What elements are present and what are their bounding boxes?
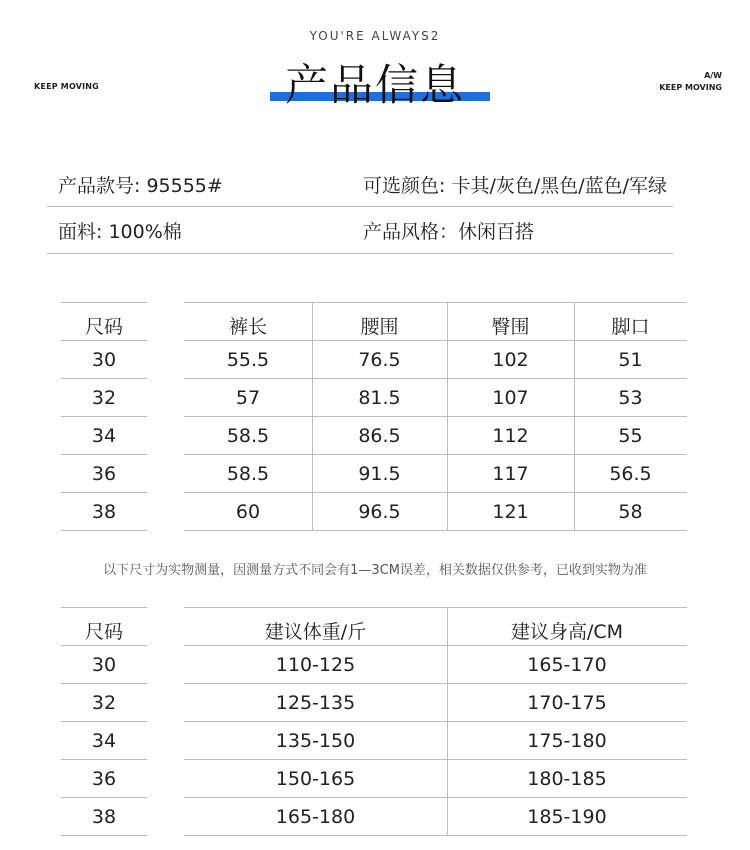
size-cell: 34 xyxy=(91,425,117,447)
table-row-rule xyxy=(184,759,687,760)
size-col-rule xyxy=(61,721,147,722)
size-col-rule xyxy=(61,492,147,493)
table-cell: 58.5 xyxy=(226,463,270,485)
size-col-rule xyxy=(61,683,147,684)
size-col-rule xyxy=(61,340,147,341)
size-cell: 36 xyxy=(91,463,117,485)
table-cell: 102 xyxy=(492,349,529,371)
table-cell: 125-135 xyxy=(275,692,356,714)
table-cell: 180-185 xyxy=(527,768,607,790)
table-cell: 96.5 xyxy=(358,501,401,523)
product-model: 产品款号: 95555# xyxy=(58,175,223,197)
measurement-note: 以下尺寸为实物测量，因测量方式不同会有1—3CM误差，相关数据仅供参考，已收到实物为准 xyxy=(103,563,647,578)
size-header: 尺码 xyxy=(84,621,123,643)
table-cell: 53 xyxy=(618,387,643,409)
table-cell: 58.5 xyxy=(226,425,270,447)
table-cell: 60 xyxy=(235,501,261,523)
column-header: 腰围 xyxy=(360,316,399,338)
table-row-rule xyxy=(184,607,687,608)
table-row-rule xyxy=(184,721,687,722)
header-kicker: YOU'RE ALWAYS2 xyxy=(309,29,441,43)
size-col-rule xyxy=(61,607,147,608)
info-divider-2 xyxy=(47,253,673,254)
table-cell: 76.5 xyxy=(358,349,401,371)
table-cell: 117 xyxy=(492,463,529,485)
table-cell: 135-150 xyxy=(275,730,356,752)
column-header: 脚口 xyxy=(611,316,650,338)
table-row-rule xyxy=(184,797,687,798)
info-divider-1 xyxy=(47,206,673,207)
size-col-rule xyxy=(61,378,147,379)
size-cell: 38 xyxy=(91,501,117,523)
table-cell: 58 xyxy=(618,501,643,523)
table-cell: 57 xyxy=(235,387,261,409)
keep-moving-left: KEEP MOVING xyxy=(34,82,99,91)
size-cell: 32 xyxy=(91,692,117,714)
column-header: 建议身高/CM xyxy=(510,621,624,643)
size-col-rule xyxy=(61,759,147,760)
table-cell: 110-125 xyxy=(275,654,356,676)
column-header: 裤长 xyxy=(228,316,267,338)
table-row-rule xyxy=(184,454,687,455)
product-style: 产品风格：休闲百搭 xyxy=(363,221,535,243)
table-row-rule xyxy=(184,530,687,531)
table-cell: 112 xyxy=(492,425,529,447)
product-colors: 可选颜色: 卡其/灰色/黑色/蓝色/军绿 xyxy=(363,175,668,197)
table-cell: 165-170 xyxy=(527,654,607,676)
table-cell: 165-180 xyxy=(275,806,356,828)
column-header: 臀围 xyxy=(491,316,530,338)
table-row-rule xyxy=(184,835,687,836)
size-cell: 36 xyxy=(91,768,117,790)
size-col-rule xyxy=(61,416,147,417)
aw-label: A/W xyxy=(704,71,722,80)
page-title: 产品信息 xyxy=(285,61,465,111)
size-col-rule xyxy=(61,645,147,646)
table-cell: 185-190 xyxy=(527,806,607,828)
size-cell: 30 xyxy=(91,654,117,676)
size-cell: 30 xyxy=(91,349,117,371)
table-cell: 170-175 xyxy=(527,692,607,714)
size-col-rule xyxy=(61,835,147,836)
table-cell: 55.5 xyxy=(226,349,270,371)
table-cell: 121 xyxy=(492,501,529,523)
product-fabric: 面料: 100%棉 xyxy=(58,221,182,243)
size-col-rule xyxy=(61,530,147,531)
table-row-rule xyxy=(184,378,687,379)
column-header: 建议体重/斤 xyxy=(264,621,367,643)
table-cell: 55 xyxy=(618,425,643,447)
size-cell: 34 xyxy=(91,730,117,752)
table-row-rule xyxy=(184,302,687,303)
size-col-rule xyxy=(61,797,147,798)
table-row-rule xyxy=(184,492,687,493)
table-cell: 86.5 xyxy=(358,425,401,447)
size-col-rule xyxy=(61,454,147,455)
size-header: 尺码 xyxy=(84,316,123,338)
table-row-rule xyxy=(184,683,687,684)
table-cell: 91.5 xyxy=(358,463,401,485)
table-row-rule xyxy=(184,416,687,417)
size-cell: 32 xyxy=(91,387,117,409)
table-cell: 175-180 xyxy=(527,730,607,752)
table-row-rule xyxy=(184,645,687,646)
keep-moving-right-label: KEEP MOVING xyxy=(659,83,722,92)
size-col-rule xyxy=(61,302,147,303)
table-cell: 51 xyxy=(618,349,643,371)
table-cell: 81.5 xyxy=(358,387,401,409)
table-row-rule xyxy=(184,340,687,341)
table-cell: 56.5 xyxy=(609,463,652,485)
table-cell: 107 xyxy=(492,387,529,409)
table-cell: 150-165 xyxy=(275,768,356,790)
size-cell: 38 xyxy=(91,806,117,828)
